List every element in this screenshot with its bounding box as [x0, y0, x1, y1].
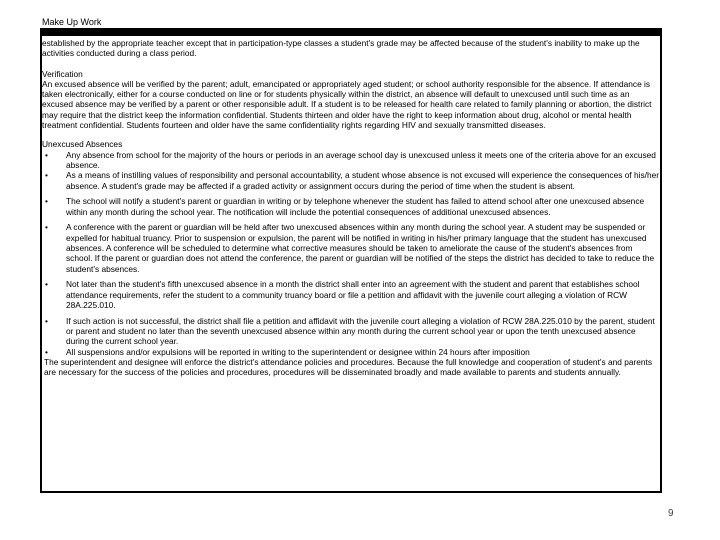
- list-item: • A conference with the parent or guardian will be held after two unexcused absences within any month during the school year. A student may be suspended or expelled for habitual truancy. Prior to suspension or expulsion, the parent will be notified in writing in his/her primary language that the student has unexcused absences. A conference will be scheduled to determine what corrective measures should be taken to ameliorate the cause of the student's absences from school. If the parent or guardian does not attend the conference, the parent or guardian will be notified of the steps the district has decided to take to reduce the student's absences.: [42, 222, 660, 273]
- intro-paragraph: established by the appropriate teacher except that in participation-type classes a student's grade may be affected because of the student's inability to make up the activities conducted during a class period.: [42, 38, 640, 59]
- page-title: Make Up Work: [42, 17, 102, 27]
- list-item: • Not later than the student's fifth unexcused absence in a month the district shall enter into an agreement with the student and parent that establishes school attendance requirements, refer the student to a community truancy board or file a petition and affidavit with the juvenile court alleging a violation of RCW 28A.225.010.: [42, 279, 660, 310]
- verification-paragraph: An excused absence will be verified by the parent; adult, emancipated or appropriately aged student; or school authority responsible for the absence. If attendance is taken electronically, either for a course conducted on line or for students physically within the district, an absence will default to unexcused until such time as an excused absence may be verified by a parent or other responsible adult. If a student is to be released for health care related to family planning or abortion, the district may require that the district keep the information confidential. Students thirteen and older have the right to keep information about drug, alcohol or mental health treatment confidential. Students fourteen and older have the same confidentiality rights regarding HIV and sexually transmitted diseases.: [42, 78, 652, 131]
- verification-heading: Verification: [42, 68, 83, 79]
- list-item: • If such action is not successful, the district shall file a petition and affidavit with the juvenile court alleging a violation of RCW 28A.225.010 by the parent, student or parent and student no later than the seventh unexcused absence within any month during the current school year or upon the tenth unexcused absence during the current school year.: [42, 316, 660, 347]
- unexcused-list: [42, 150, 660, 357]
- unexcused-heading: Unexcused Absences: [42, 139, 123, 150]
- document-body: [42, 38, 660, 378]
- list-item: • The school will notify a student's parent or guardian in writing or by telephone whenever the student has failed to attend school after one unexcused absence within any month during the school year. The notification will include the potential consequences of additional unexcused absences.: [42, 196, 660, 217]
- closing-paragraph: The superintendent and designee will enforce the district's attendance policies and procedures. Because the full knowledge and cooperation of student's and parents are necessary for the success of the policies and procedures, procedures will be disseminated broadly and made available to parents and students annually.: [44, 357, 653, 378]
- page-number: 9: [668, 508, 674, 519]
- list-item: • Any absence from school for the majority of the hours or periods in an average school day is unexcused unless it meets one of the criteria above for an excused absence.: [42, 150, 660, 171]
- list-item: • All suspensions and/or expulsions will be reported in writing to the superintendent or designee within 24 hours after imposition: [42, 347, 660, 357]
- list-item: • As a means of instilling values of responsibility and personal accountability, a student whose absence is not excused will experience the consequences of his/her absence. A student's grade may be affected if a graded activity or assignment occurs during the period of time when the student is absent.: [42, 170, 660, 191]
